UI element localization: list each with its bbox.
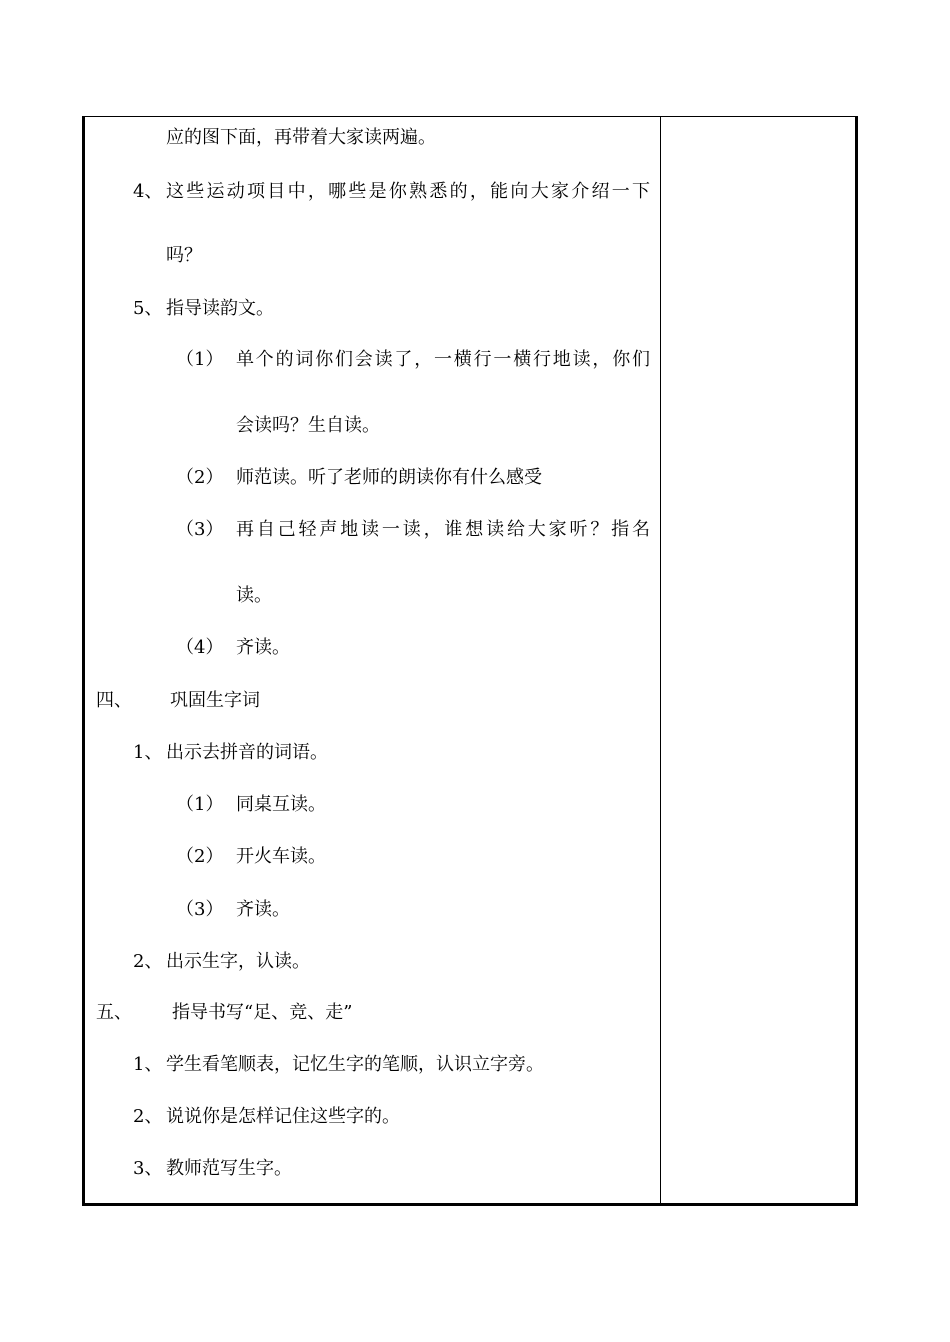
text-line: 出示去拼音的词语。 [166, 742, 328, 763]
text-line: 齐读。 [236, 899, 290, 920]
text-line: 同桌互读。 [236, 794, 326, 815]
item-number: 2、 [133, 1106, 163, 1127]
section-heading: 指导书写“足、竞、走” [172, 1002, 353, 1023]
sub-item-number: （2） [176, 467, 224, 488]
text-line: 单个的词你们会读了，一横行一横行地读，你们 [236, 349, 650, 370]
section-number: 五、 [96, 1002, 132, 1023]
text-line: 再自己轻声地读一读，谁想读给大家听？指名 [236, 519, 650, 540]
section-number: 四、 [96, 690, 132, 711]
item-number: 3、 [133, 1158, 163, 1179]
item-number: 5、 [133, 298, 163, 319]
sub-item-number: （3） [176, 899, 224, 920]
text-line: 出示生字，认读。 [166, 951, 310, 972]
text-line: 开火车读。 [236, 846, 326, 867]
sub-item-number: （1） [176, 794, 224, 815]
text-line: 齐读。 [236, 637, 290, 658]
text-line: 这些运动项目中，哪些是你熟悉的，能向大家介绍一下 [166, 181, 650, 202]
sub-item-number: （4） [176, 637, 224, 658]
text-line: 学生看笔顺表，记忆生字的笔顺，认识立字旁。 [166, 1054, 544, 1075]
sub-item-number: （2） [176, 846, 224, 867]
item-number: 1、 [133, 742, 163, 763]
section-heading: 巩固生字词 [170, 690, 260, 711]
sub-item-number: （1） [176, 349, 224, 370]
item-number: 2、 [133, 951, 163, 972]
lesson-table [82, 116, 858, 1206]
table-column-divider [660, 116, 661, 1205]
text-line: 师范读。听了老师的朗读你有什么感受 [236, 467, 542, 488]
sub-item-number: （3） [176, 519, 224, 540]
text-line: 指导读韵文。 [166, 298, 274, 319]
text-line: 教师范写生字。 [166, 1158, 292, 1179]
text-line: 吗？ [166, 245, 202, 266]
text-line: 读。 [236, 585, 272, 606]
text-line: 应的图下面，再带着大家读两遍。 [166, 127, 436, 148]
text-line: 说说你是怎样记住这些字的。 [166, 1106, 400, 1127]
item-number: 1、 [133, 1054, 163, 1075]
text-line: 会读吗？生自读。 [236, 415, 380, 436]
item-number: 4、 [133, 181, 163, 202]
